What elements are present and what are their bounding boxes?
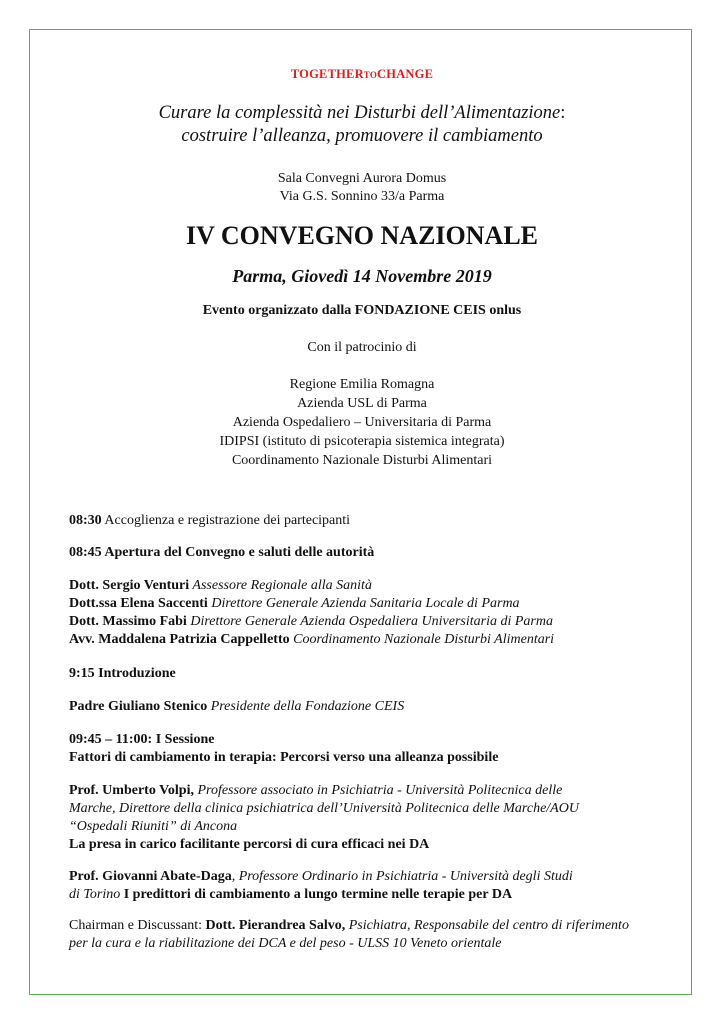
authority-item: Dott. Massimo Fabi Direttore Generale Azienda Ospedaliera Universitaria di Parma xyxy=(69,614,553,629)
event-subtitle-line1: Curare la complessità nei Disturbi dell’Alimentazione: xyxy=(158,103,566,123)
program-welcome xyxy=(69,512,669,530)
talk-title: La presa in carico facilitante percorsi di cura efficaci nei DA xyxy=(69,837,430,852)
event-subtitle-line2: costruire l’alleanza, promuovere il cambiamento xyxy=(181,126,543,146)
patron-item: IDIPSI (istituto di psicoterapia sistemica integrata) xyxy=(219,434,505,449)
authorities-list xyxy=(69,577,669,649)
talk-title: I predittori di cambiamento a lungo termine nelle terapie per DA xyxy=(120,887,513,902)
event-tagline: TOGETHERTOCHANGE xyxy=(290,67,434,81)
authority-item: Dott. Sergio Venturi Assessore Regionale alla Sanità xyxy=(69,578,372,593)
chairman-discussant: Chairman e Discussant: Dott. Pierandrea Salvo, Psichiatra, Responsabile del centro di riferimento per la cura e la riabilitazione dei DCA e del peso - ULSS 10 Veneto orientale xyxy=(69,918,629,951)
welcome-time: 08:30 xyxy=(69,513,102,528)
event-date: Parma, Giovedì 14 Novembre 2019 xyxy=(232,266,492,286)
patrons-list xyxy=(0,375,724,470)
welcome-text: Accoglienza e registrazione dei partecipanti xyxy=(101,513,351,528)
introduction-heading: 9:15 Introduzione xyxy=(69,666,176,681)
patron-item: Coordinamento Nazionale Disturbi Alimentari xyxy=(231,453,493,468)
venue-name: Sala Convegni Aurora Domus xyxy=(277,171,447,186)
program-opening: 08:45 Apertura del Convegno e saluti delle autorità xyxy=(69,545,375,560)
patron-item: Azienda Ospedaliero – Universitaria di Parma xyxy=(232,415,492,430)
introduction-speaker: Padre Giuliano Stenico Presidente della Fondazione CEIS xyxy=(69,699,405,714)
speaker-abate-daga: Prof. Giovanni Abate-Daga, Professore Ordinario in Psichiatria - Università degli Studi di Torino I predittori di cambiamento a lungo termine nelle terapie per DA xyxy=(69,869,573,902)
organizer: Evento organizzato dalla FONDAZIONE CEIS onlus xyxy=(202,303,522,318)
patronage-intro: Con il patrocinio di xyxy=(307,340,417,355)
page-title: IV CONVEGNO NAZIONALE xyxy=(185,221,538,250)
authority-item: Dott.ssa Elena Saccenti Direttore Generale Azienda Sanitaria Locale di Parma xyxy=(69,596,520,611)
venue-address: Via G.S. Sonnino 33/a Parma xyxy=(279,189,445,204)
authority-item: Avv. Maddalena Patrizia Cappelletto Coordinamento Nazionale Disturbi Alimentari xyxy=(69,632,555,647)
patron-item: Azienda USL di Parma xyxy=(297,396,427,411)
session-time: 09:45 – 11:00: I Sessione xyxy=(69,732,215,747)
speaker-volpi: Prof. Umberto Volpi, Professore associato in Psichiatria - Università Politecnica delle Marche, Direttore della clinica psichiatrica dell’Università Politecnica delle Marche/AOU “Ospedali Riuniti” di Ancona La presa in carico facilitante percorsi di cura efficaci nei DA xyxy=(69,782,669,854)
session-title: Fattori di cambiamento in terapia: Percorsi verso una alleanza possibile xyxy=(69,750,499,765)
patron-item: Regione Emilia Romagna xyxy=(289,377,435,392)
session-header xyxy=(69,731,669,767)
